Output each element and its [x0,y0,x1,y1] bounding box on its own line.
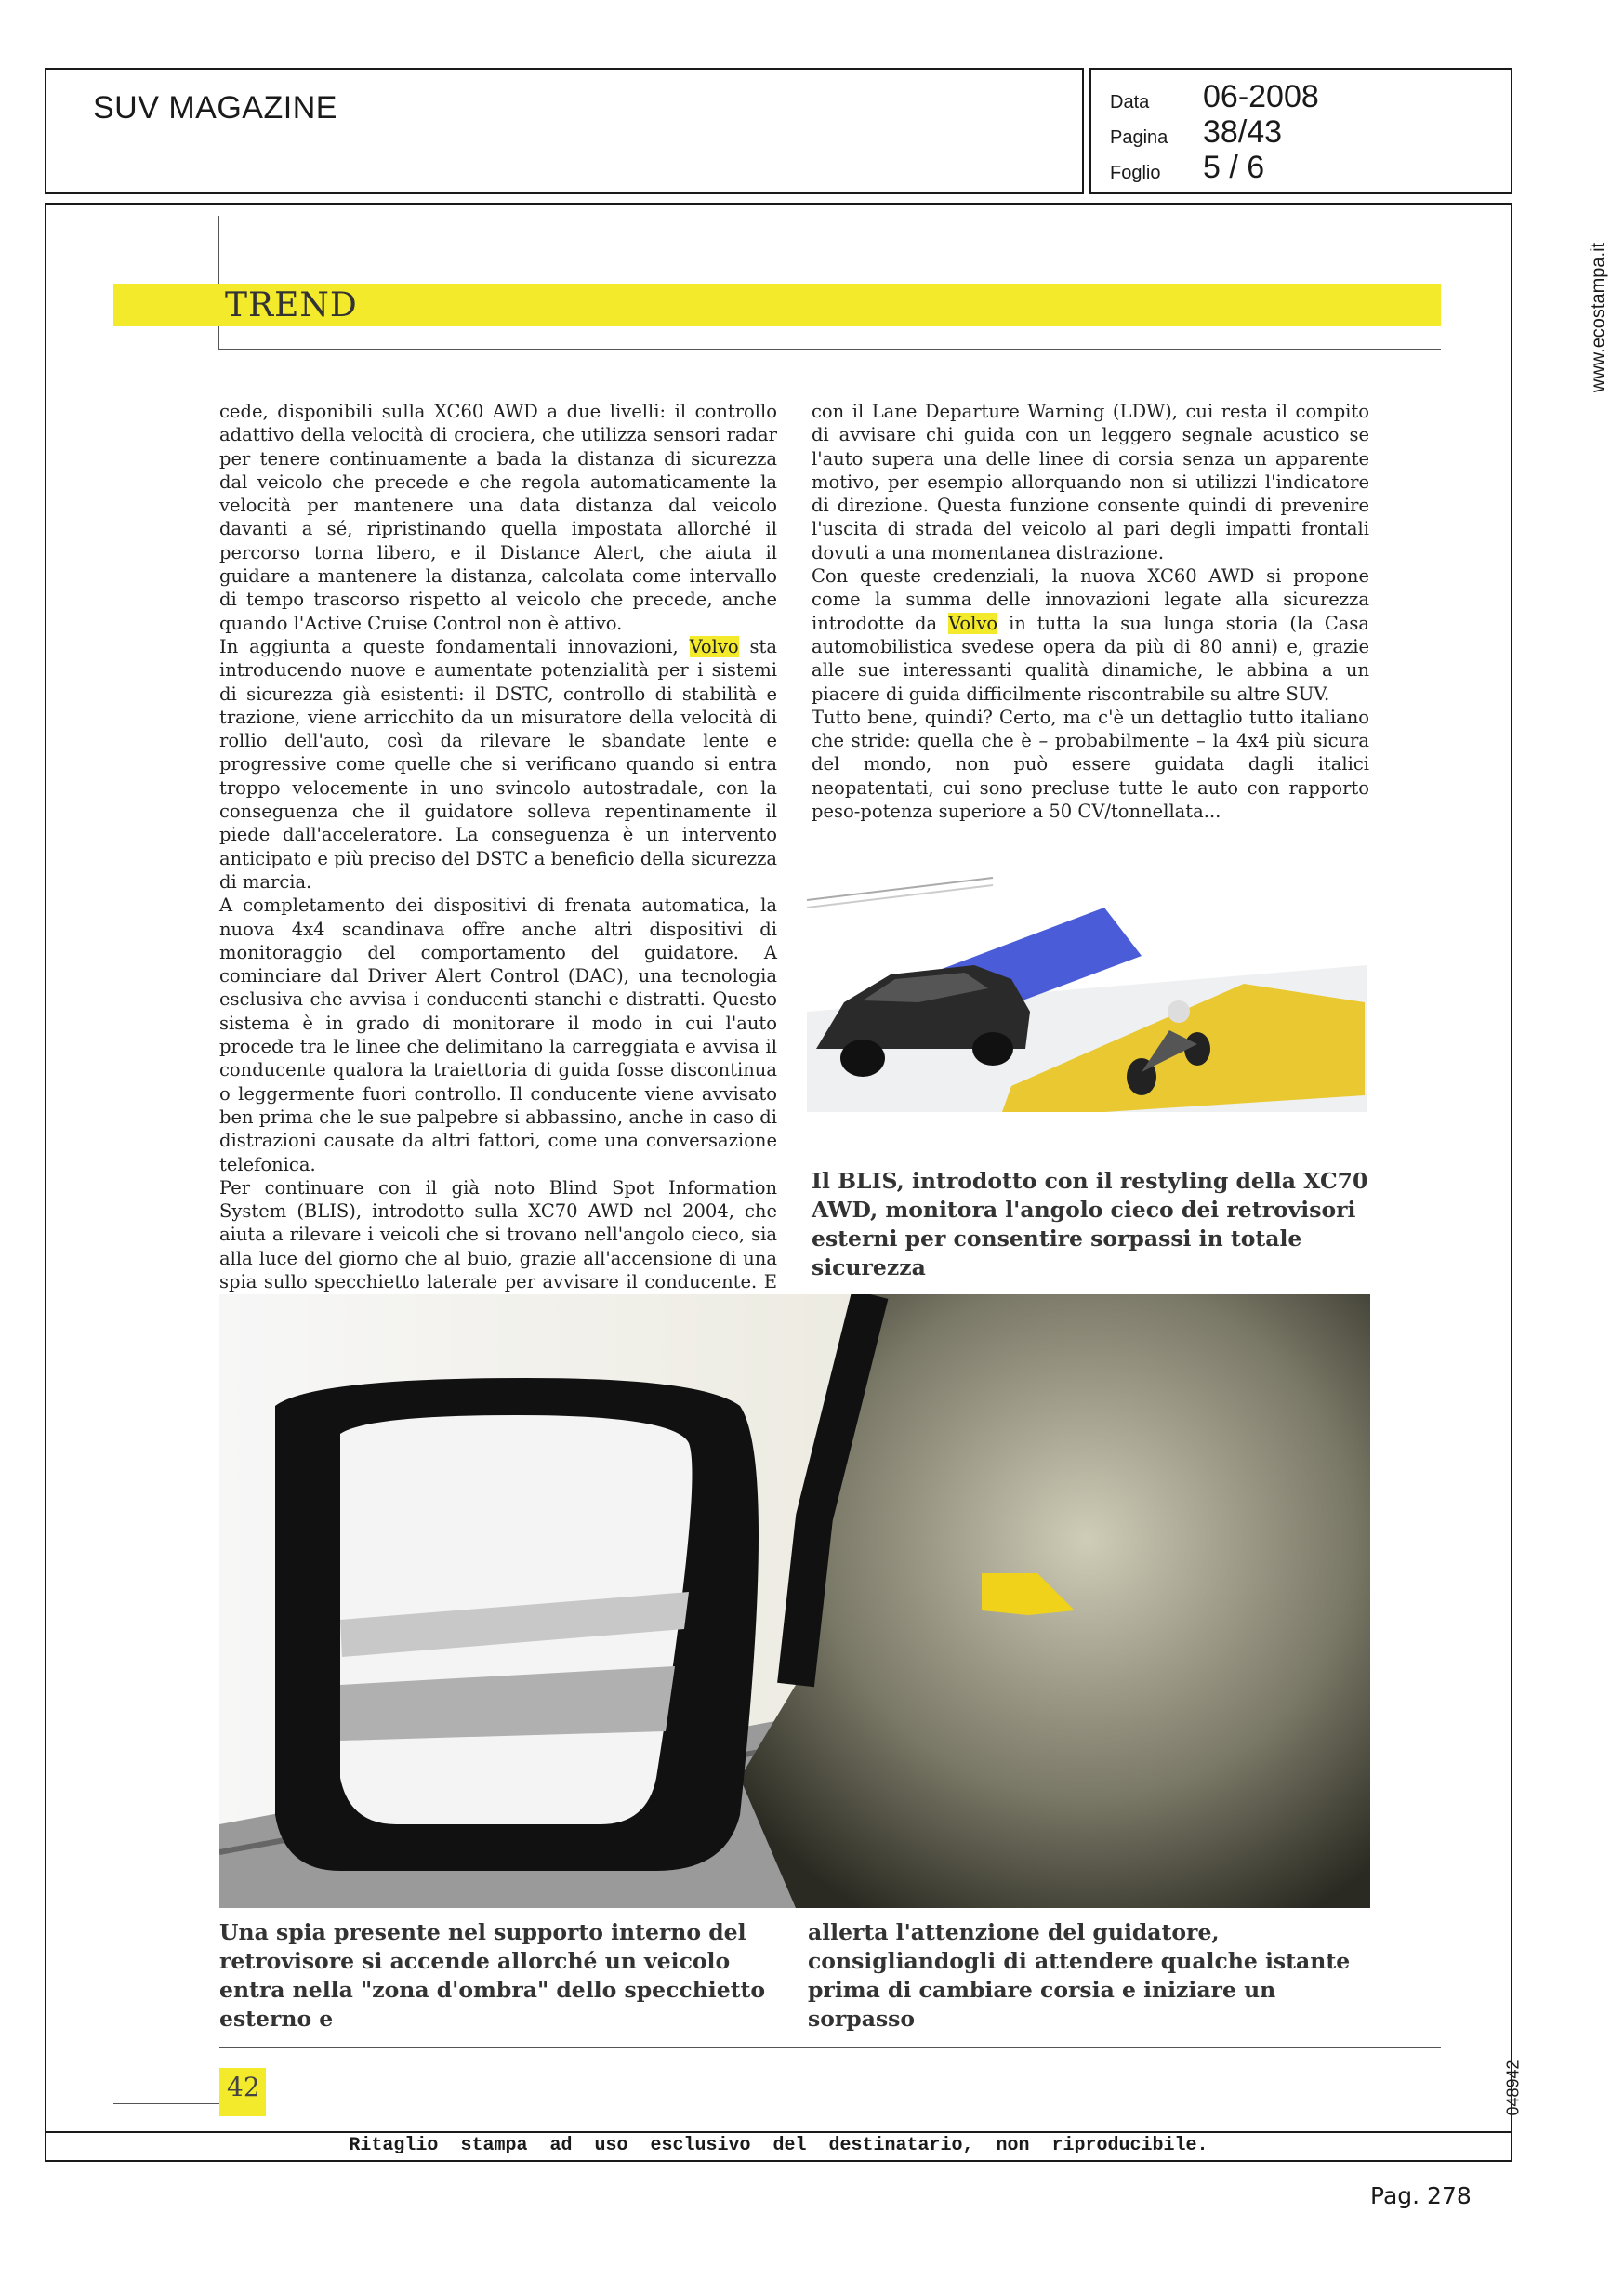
mirror-photo [219,1294,1370,1908]
section-divider-horizontal [219,349,1441,350]
right-paragraph-1: con il Lane Departure Warning (LDW), cui resta il compito di avvisare chi guida con un leggero segnale acustico se l'auto supera una delle linee di corsia senza un apparente motivo, per esempio allorquando non si utilizzi l'indicatore di direzione. Questa funzione consente quindi di prevenire l'uscita di strada del veicolo al pari degli impatti frontali dovuti a una momentanea distrazione. [812,401,1369,563]
header-meta-box [1089,68,1512,194]
caption-mirror-right: allerta l'attenzione del guidatore, consigliandogli di attendere qualche istante prima di cambiare corsia e iniziare un sorpasso [808,1919,1351,2032]
right-paragraph-2-start: Con queste credenziali, la nuova XC60 AWD si propone come la summa delle innovazioni legate alla sicurezza introdotte da [812,565,1369,634]
header-publication-box [45,68,1084,194]
left-column [219,400,777,1318]
left-paragraph-2-end: sta introducendo nuove e aumentate potenzialità per i sistemi di sicurezza già esistenti: il DSTC, controllo di stabilità e trazione, viene arricchito da un misuratore della velocità di rollio dell'auto, così da rilevare le sbandate lente e progressive come quelle che si verificano quando si entra troppo velocemente in uno svincolo autostradale, con la conseguenza che il guidatore solleva repentinamente il piede dall'acceleratore. La conseguenza è un intervento anticipato e più preciso del DSTC a beneficio della sicurezza di marcia. [219,635,777,893]
highlight-volvo: Volvo [689,635,739,657]
highlight-volvo: Volvo [948,612,998,634]
footer-rule [45,2131,1512,2133]
left-paragraph-2-start: In aggiunta a queste fondamentali innovazioni, [219,635,690,657]
footer-disclaimer: Ritaglio stampa ad uso esclusivo del destinatario, non riproducibile. [349,2135,1208,2156]
pag-number: Pag. 278 [1370,2182,1472,2209]
left-paragraph-1: cede, disponibili sulla XC60 AWD a due livelli: il controllo adattivo della velocità di crociera, che utilizza sensori radar per tenere continuamente a bada la distanza di sicurezza dal veicolo che precede e che regola automaticamente la velocità per mantenere una data distanza dal veicolo davanti a sé, ripristinando quella impostata allorché il percorso torna libero, e il Distance Alert, che aiuta il guidare a mantenere la distanza, calcolata come intervallo di tempo trascorso rispetto al veicolo che precede, anche quando l'Active Cruise Control non è attivo. [219,401,777,634]
blis-illustration [807,863,1367,1112]
right-paragraph-2-end: in tutta la sua lunga storia (la Casa automobilistica svedese opera da più di 80 anni) e, grazie alle sue interessanti qualità dinamiche, le abbina a un piacere di guida difficilmente riscontrabile su altre SUV. [812,612,1369,705]
bottom-rule [219,2047,1441,2048]
meta-page-value: 38/43 [1203,114,1283,150]
left-paragraph-3: A completamento dei dispositivi di frenata automatica, la nuova 4x4 scandinava offre anche altri dispositivi di monitoraggio del comportamento del guidatore. A cominciare dal Driver Alert Control (DAC), una tecnologia esclusiva che avvisa i conducenti stanchi e distratti. Questo sistema è in grado di monitorare il modo in cui l'auto procede tra le linee che delimitano la carreggiata e avvisa il conducente qualora la traiettoria di guida fosse discontinua o leggermente fuori controllo. Il conducente viene avvisato ben prima che le sue palpebre si abbassino, anche in caso di distrazioni causate da altri fattori, come una conversazione telefonica. [219,894,777,1175]
page-number-rule [113,2103,219,2104]
section-title: TREND [225,286,358,325]
meta-sheet-value: 5 / 6 [1203,150,1265,185]
meta-date-value: 06-2008 [1203,79,1319,114]
meta-date-label: Data [1110,92,1150,113]
left-paragraph-4: Per continuare con il già noto Blind Spot Information System (BLIS), introdotto sulla XC70 AWD nel 2004, che aiuta a rilevare i veicoli che si trovano nell'angolo cieco, sia alla luce del giorno che al buio, grazie all'accensione di una spia sullo specchietto laterale per avvisare il conducente. E [219,1176,777,1292]
side-code: 048942 [1503,2060,1523,2116]
section-divider-vertical [218,216,219,350]
side-mirror [275,1378,759,1871]
left-paragraph-2 [219,635,777,894]
right-column [812,400,1369,823]
caption-mirror-left: Una spia presente nel supporto interno del retrovisore si accende allorché un veicolo entra nella "zona d'ombra" dello specchietto esterno e [219,1919,766,2032]
caption-blis: Il BLIS, introdotto con il restyling della XC70 AWD, monitora l'angolo cieco dei retrovisori esterni per consentire sorpassi in totale sicurezza [812,1168,1368,1280]
right-paragraph-3: Tutto bene, quindi? Certo, ma c'è un dettaglio tutto italiano che stride: quella che è – probabilmente – la 4x4 più sicura del mondo, non può essere guidata dagli italici neopatentati, cui sono precluse tutte le auto con rapporto peso-potenza superiore a 50 CV/tonnellata... [812,706,1369,823]
side-url: www.ecostampa.it [1588,242,1609,393]
meta-page-label: Pagina [1110,127,1168,148]
publication-title: SUV MAGAZINE [93,90,337,126]
page-number: 42 [227,2072,260,2102]
meta-sheet-label: Foglio [1110,163,1161,183]
right-paragraph-2 [812,564,1369,706]
